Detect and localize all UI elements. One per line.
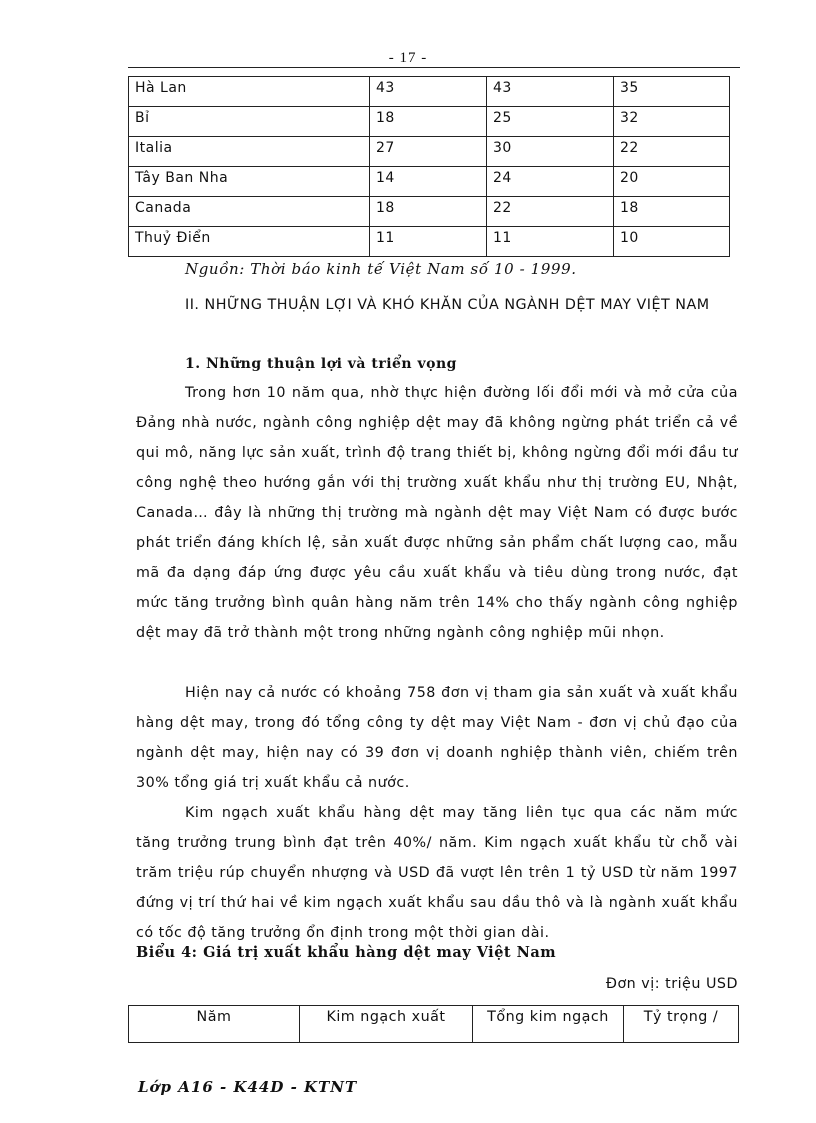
subsection-heading: 1. Những thuận lợi và triển vọng (185, 356, 457, 372)
table-header-row (129, 1006, 739, 1043)
table-cell: 32 (614, 107, 730, 137)
table-cell: 10 (614, 227, 730, 257)
export-value-table (128, 1005, 739, 1043)
table-cell: 11 (370, 227, 487, 257)
table-row (129, 107, 730, 137)
paragraph: Hiện nay cả nước có khoảng 758 đơn vị tham gia sản xuất và xuất khẩu hàng dệt may, trong đó tổng công ty dệt may Việt Nam - đơn vị chủ đạo của ngành dệt may, hiện nay có 39 đơn vị doanh nghiệp thành viên, chiếm trên 30% tổng giá trị xuất khẩu cả nước. (136, 685, 738, 791)
table-cell: 22 (614, 137, 730, 167)
table-row (129, 197, 730, 227)
table-cell: 43 (370, 77, 487, 107)
source-note: Nguồn: Thời báo kinh tế Việt Nam số 10 - 1999. (185, 260, 577, 278)
header-divider (128, 67, 740, 68)
table-header-cell: Năm (129, 1006, 300, 1043)
table-cell: 22 (487, 197, 614, 227)
table-header-cell: Tỷ trọng / (624, 1006, 739, 1043)
table-cell: 43 (487, 77, 614, 107)
footer-class-label: Lớp A16 - K44D - KTNT (138, 1078, 358, 1096)
table-cell: 24 (487, 167, 614, 197)
chart-caption: Biểu 4: Giá trị xuất khẩu hàng dệt may Việt Nam (136, 944, 557, 961)
table-cell: Italia (129, 137, 370, 167)
table-row (129, 77, 730, 107)
table-cell: Tây Ban Nha (129, 167, 370, 197)
table-cell: Bỉ (129, 107, 370, 137)
table-cell: 18 (614, 197, 730, 227)
table-header-cell: Kim ngạch xuất (300, 1006, 473, 1043)
table-cell: 20 (614, 167, 730, 197)
table-cell: Hà Lan (129, 77, 370, 107)
table-cell: 18 (370, 107, 487, 137)
paragraph: Trong hơn 10 năm qua, nhờ thực hiện đường lối đổi mới và mở cửa của Đảng nhà nước, ngành công nghiệp dệt may đã không ngừng phát triển cả về qui mô, năng lực sản xuất, trình độ trang thiết bị, không ngừng đổi mới đầu tư công nghệ theo hướng gắn với thị trường xuất khẩu như thị trường EU, Nhật, Canada… đây là những thị trường mà ngành dệt may Việt Nam có được bước phát triển đáng khích lệ, sản xuất được những sản phẩm chất lượng cao, mẫu mã đa dạng đáp ứng được yêu cầu xuất khẩu và tiêu dùng trong nước, đạt mức tăng trưởng bình quân hàng năm trên 14% cho thấy ngành công nghiệp dệt may đã trở thành một trong những ngành công nghiệp mũi nhọn. (136, 385, 738, 641)
table-row (129, 227, 730, 257)
export-by-country-table (128, 76, 730, 257)
unit-label: Đơn vị: triệu USD (605, 976, 738, 992)
table-row (129, 137, 730, 167)
table-cell: 35 (614, 77, 730, 107)
page-number: - 17 - (388, 50, 428, 66)
table-cell: Thuỷ Điển (129, 227, 370, 257)
table-cell: Canada (129, 197, 370, 227)
table-cell: 11 (487, 227, 614, 257)
table-cell: 30 (487, 137, 614, 167)
table-cell: 25 (487, 107, 614, 137)
section-heading: II. NHỮNG THUẬN LỢI VÀ KHÓ KHĂN CỦA NGÀNH DỆT MAY VIỆT NAM (185, 297, 710, 313)
table-row (129, 167, 730, 197)
table-cell: 27 (370, 137, 487, 167)
table-cell: 14 (370, 167, 487, 197)
table-header-cell: Tổng kim ngạch (473, 1006, 624, 1043)
paragraph: Kim ngạch xuất khẩu hàng dệt may tăng liên tục qua các năm mức tăng trưởng trung bình đạt trên 40%/ năm. Kim ngạch xuất khẩu từ chỗ vài trăm triệu rúp chuyển nhượng và USD đã vượt lên trên 1 tỷ USD từ năm 1997 đứng vị trí thứ hai về kim ngạch xuất khẩu sau dầu thô và là ngành xuất khẩu có tốc độ tăng trưởng ổn định trong một thời gian dài. (136, 805, 738, 941)
table-cell: 18 (370, 197, 487, 227)
